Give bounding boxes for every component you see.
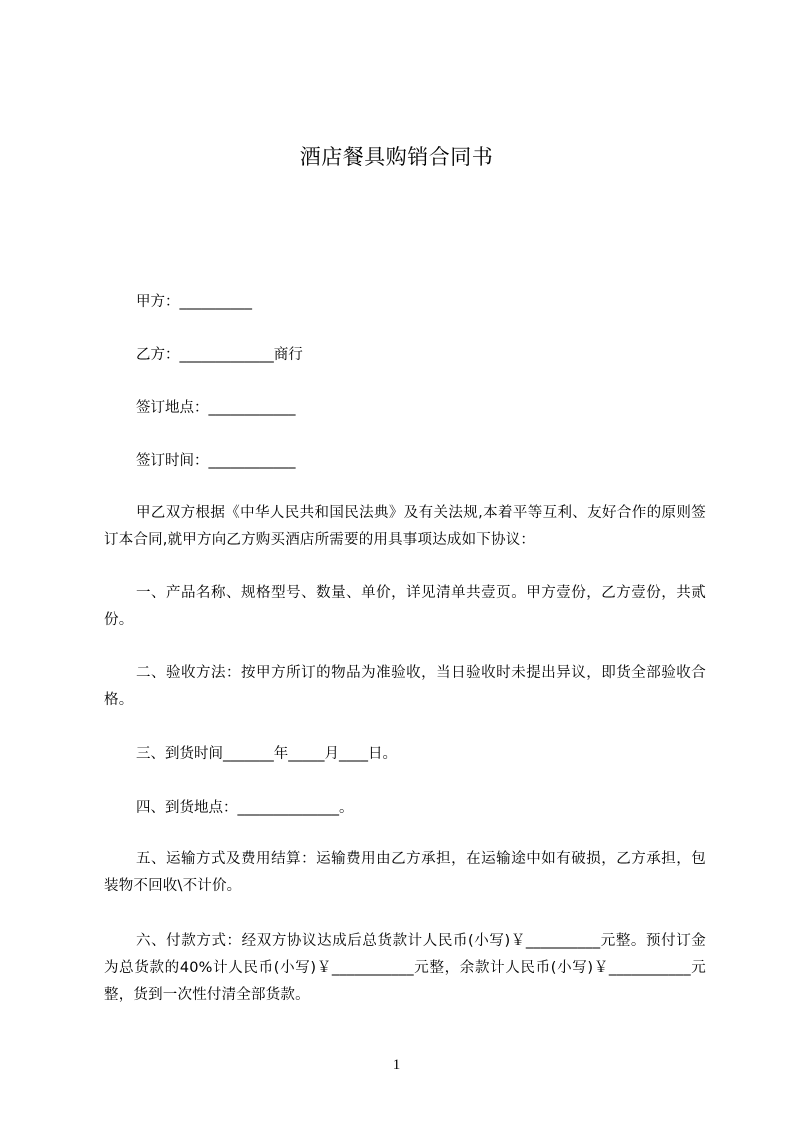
sign-place-line: 签订地点：____________ [136, 400, 296, 416]
page-number: 1 [392, 1057, 401, 1073]
party-a-line: 甲方：__________ [136, 294, 252, 310]
clause-6-paragraph: 六、付款方式：经双方协议达成后总货款计人民币(小写)￥__________元整。预付订金为总货款的40%计人民币(小写)￥___________元整，余款计人民币(小写)￥___________元整，货到一次性付清全部货款。 [104, 933, 706, 1003]
document-title: 酒店餐具购销合同书 [299, 145, 494, 169]
party-b-line: 乙方：_____________商行 [136, 347, 303, 363]
clause-5-paragraph: 五、运输方式及费用结算：运输费用由乙方承担，在运输途中如有破损，乙方承担，包装物不回收\不计价。 [104, 851, 706, 894]
clause-3-line: 三、到货时间_______年_____月____日。 [136, 746, 397, 762]
clause-1-paragraph: 一、产品名称、规格型号、数量、单价，详见清单共壹页。甲方壹份，乙方壹份，共贰份。 [104, 585, 706, 628]
clause-4-line: 四、到货地点：______________。 [136, 800, 354, 816]
clause-2-paragraph: 二、验收方法：按甲方所订的物品为准验收，当日验收时未提出异议，即货全部验收合格。 [104, 665, 706, 708]
intro-paragraph: 甲乙双方根据《中华人民共和国民法典》及有关法规,本着平等互利、友好合作的原则签订本合同,就甲方向乙方购买酒店所需要的用具事项达成如下协议： [104, 505, 706, 548]
sign-time-line: 签订时间：____________ [136, 453, 296, 469]
